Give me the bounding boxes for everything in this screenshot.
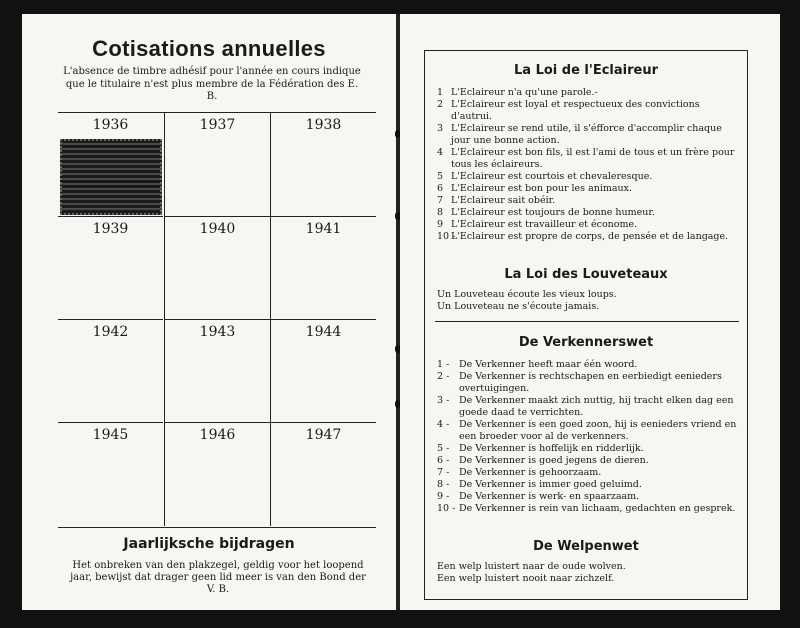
law-text: De Verkenner is rechtschapen en eerbiedigt eenieders overtuigingen.	[459, 371, 722, 394]
law-text: L'Eclaireur est travailleur et économe.	[451, 219, 638, 230]
law-number: 7 -	[437, 467, 450, 478]
louveteaux-line: Un Louveteau écoute les vieux loups.	[437, 289, 617, 300]
law-text: De Verkenner is werk- en spaarzaam.	[459, 491, 640, 502]
law-number: 10 -	[437, 231, 456, 242]
law-item	[437, 219, 742, 231]
year-label: 1943	[199, 324, 236, 340]
law-item	[437, 371, 742, 395]
law-number: 1	[437, 87, 444, 98]
laws-box	[424, 50, 748, 600]
year-cell	[58, 216, 163, 320]
verkenner-law-list	[437, 359, 742, 515]
year-label: 1944	[305, 324, 342, 340]
law-text: De Verkenner is een goed zoon, hij is eenieders vriend en een broeder voor al de verkenners.	[459, 419, 737, 442]
law-item	[437, 207, 742, 219]
law-number: 5 -	[437, 443, 450, 454]
law-number: 9 -	[437, 491, 450, 502]
law-item	[437, 491, 742, 503]
year-label: 1940	[199, 221, 236, 237]
membership-notice-nl: Het onbreken van den plakzegel, geldig voor het loopend jaar, bewijst dat drager geen lid meer is van den Bond der V. B.	[70, 560, 366, 595]
year-label: 1939	[92, 221, 129, 237]
law-item	[437, 395, 742, 419]
welpen-law-lines	[437, 561, 737, 585]
law-text: De Verkenner is hoffelijk en ridderlijk.	[459, 443, 644, 454]
year-label: 1947	[305, 427, 342, 443]
law-number: 6 -	[437, 455, 450, 466]
law-item	[437, 419, 742, 443]
year-cell	[270, 113, 376, 216]
law-item	[437, 171, 742, 183]
year-label: 1937	[199, 117, 236, 133]
law-item	[437, 123, 742, 147]
year-cell	[164, 319, 270, 423]
law-text: De Verkenner is rein van lichaam, gedachten en gesprek.	[459, 503, 736, 514]
year-label: 1941	[305, 221, 342, 237]
law-text: L'Eclaireur est toujours de bonne humeur.	[451, 207, 655, 218]
law-item	[437, 231, 742, 243]
law-text: De Verkenner is goed jegens de dieren.	[459, 455, 649, 466]
law-text: L'Eclaireur n'a qu'une parole.-	[451, 87, 598, 98]
year-cell	[164, 216, 270, 320]
law-text: L'Eclaireur est loyal et respectueux des convictions d'autrui.	[451, 99, 700, 122]
year-cell	[58, 422, 163, 526]
law-text: L'Eclaireur est bon pour les animaux.	[451, 183, 633, 194]
louveteaux-line: Un Louveteau ne s'écoute jamais.	[437, 301, 600, 312]
law-number: 8 -	[437, 479, 450, 490]
law-number: 5	[437, 171, 444, 182]
year-label: 1946	[199, 427, 236, 443]
year-cell	[164, 422, 270, 526]
law-number: 3	[437, 123, 444, 134]
year-cell	[58, 113, 163, 216]
law-item	[437, 455, 742, 467]
louveteaux-law-title: La Loi des Louveteaux	[504, 267, 668, 282]
law-text: L'Eclaireur est bon fils, il est l'ami de tous et un frère pour tous les éclaireurs.	[451, 147, 735, 170]
year-label: 1938	[305, 117, 342, 133]
year-label: 1945	[92, 427, 129, 443]
law-item	[437, 359, 742, 371]
section-divider	[435, 321, 739, 322]
law-text: De Verkenner heeft maar één woord.	[459, 359, 638, 370]
right-page	[400, 14, 780, 610]
law-number: 6	[437, 183, 444, 194]
law-item	[437, 479, 742, 491]
law-text: L'Eclaireur se rend utile, il s'éfforce d'accomplir chaque jour une bonne action.	[451, 123, 722, 146]
law-text: De Verkenner is gehoorzaam.	[459, 467, 602, 478]
law-number: 2	[437, 99, 444, 110]
year-cell	[270, 422, 376, 526]
law-number: 3 -	[437, 395, 450, 406]
law-number: 8	[437, 207, 444, 218]
law-item	[437, 195, 742, 207]
law-text: L'Eclaireur est courtois et chevaleresque.	[451, 171, 653, 182]
year-cell	[58, 319, 163, 423]
law-text: De Verkenner is immer goed geluimd.	[459, 479, 642, 490]
year-cell	[270, 216, 376, 320]
law-number: 10 -	[437, 503, 456, 514]
law-item	[437, 183, 742, 195]
law-text: L'Eclaireur sait obéir.	[451, 195, 556, 206]
louveteaux-law-lines	[437, 289, 737, 313]
eclaireur-law-list	[437, 87, 742, 243]
law-item	[437, 99, 742, 123]
law-number: 2 -	[437, 371, 450, 382]
welpen-line: Een welp luistert nooit naar zichzelf.	[437, 573, 615, 584]
law-item	[437, 87, 742, 99]
law-item	[437, 443, 742, 455]
welpen-law-title: De Welpenwet	[533, 539, 639, 554]
law-item	[437, 467, 742, 479]
page-title: Cotisations annuelles	[92, 36, 326, 61]
year-label: 1936	[92, 117, 129, 133]
year-cell	[164, 113, 270, 216]
law-item	[437, 503, 742, 515]
left-page	[22, 14, 396, 610]
law-number: 4 -	[437, 419, 450, 430]
eclaireur-law-title: La Loi de l'Eclaireur	[513, 63, 659, 78]
year-label: 1942	[92, 324, 129, 340]
law-number: 1 -	[437, 359, 450, 370]
verkenner-law-title: De Verkennerswet	[518, 335, 654, 350]
law-number: 9	[437, 219, 444, 230]
law-number: 4	[437, 147, 444, 158]
membership-stamp	[60, 139, 162, 215]
section-title-nl: Jaarlijksche bijdragen	[123, 536, 295, 552]
law-item	[437, 147, 742, 171]
law-text: L'Eclaireur est propre de corps, de pensée et de langage.	[451, 231, 729, 242]
stamp-grid	[58, 112, 376, 528]
year-cell	[270, 319, 376, 423]
welpen-line: Een welp luistert naar de oude wolven.	[437, 561, 626, 572]
membership-notice-fr: L'absence de timbre adhésif pour l'année en cours indique que le titulaire n'est plus membre de la Fédération des E. B.	[63, 66, 361, 102]
law-number: 7	[437, 195, 444, 206]
law-text: De Verkenner maakt zich nuttig, hij tracht elken dag een goede daad te verrichten.	[459, 395, 734, 418]
